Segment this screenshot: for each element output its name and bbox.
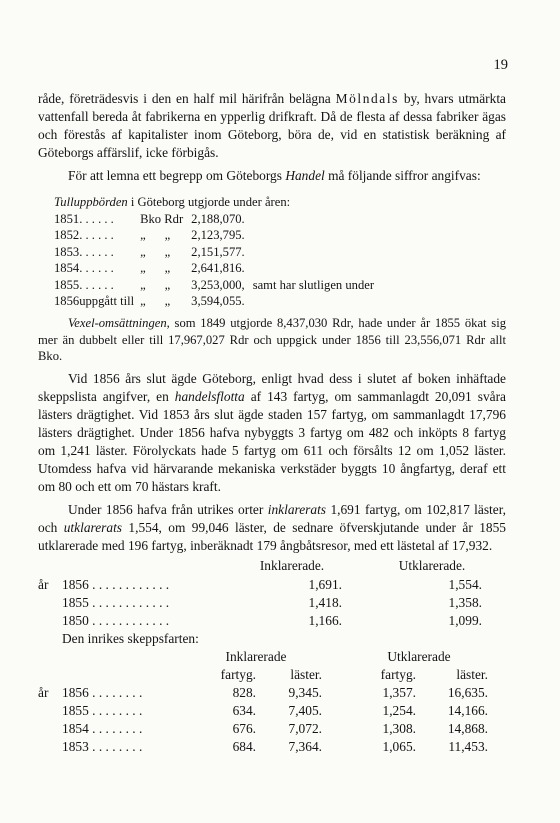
row-year: 1855 <box>62 594 89 610</box>
toll-leader: . . . . . . <box>79 261 114 276</box>
toll-note <box>245 293 374 309</box>
toll-note: samt har slutligen under <box>252 277 375 292</box>
year-cell <box>62 702 190 720</box>
toll-year: 1855 <box>54 277 80 292</box>
domestic-heading: Den inrikes skeppsfarten: <box>62 630 199 646</box>
domestic-row <box>38 684 488 702</box>
intro-text-rest: by, hvars utmärkta vattenfall bereda åt fabrikerna en ypperlig drifkraft. Då de flesta af dessa fabriker ägas och förestås af kapitalister inom Göteborg, böra de, vid en statistisk beräkning af Göteborgs affärslif, icke förbigås. <box>38 91 506 161</box>
toll-table <box>54 211 374 309</box>
out-ships: 1,308. <box>382 721 416 737</box>
toll-year: 1856 <box>54 293 80 308</box>
toll-row <box>54 260 374 276</box>
dot-leader: . . . . . . . . . . . . <box>88 576 170 592</box>
intro-paragraph <box>38 90 506 162</box>
in-laster: 7,072. <box>288 721 322 737</box>
dot-leader: . . . . . . . . <box>88 685 143 701</box>
toll-note <box>245 260 374 276</box>
toll-value: 3,594,055. <box>191 293 245 308</box>
in-ships: 684. <box>232 739 256 755</box>
row-prefix <box>38 594 62 612</box>
out-laster: 14,166. <box>447 703 488 719</box>
toll-leader: . . . . . . <box>79 228 114 243</box>
dot-leader: . . . . . . . . . . . . <box>88 594 170 610</box>
domestic-col-in: Inklarerade <box>225 648 287 664</box>
toll-row <box>54 227 374 243</box>
dot-leader: . . . . . . . . <box>88 703 143 719</box>
in-laster: 7,405. <box>288 703 322 719</box>
col-inklarerade: Inklarerade. <box>259 558 325 574</box>
domestic-col-out: Utklarerade <box>387 648 451 664</box>
toll-leader: . . . . . . <box>79 244 114 259</box>
foreign-table <box>38 557 482 629</box>
utklarerade-value: 1,554. <box>448 576 482 592</box>
row-year: 1850 <box>62 612 89 628</box>
out-ships: 1,357. <box>382 685 416 701</box>
year-cell <box>62 594 242 612</box>
out-ships: 1,065. <box>382 739 416 755</box>
domestic-row <box>38 702 488 720</box>
inklarerade-value: 1,166. <box>308 612 342 628</box>
row-prefix <box>38 612 62 630</box>
foreign-row <box>38 576 482 594</box>
dot-leader: . . . . . . . . . . . . <box>88 612 170 628</box>
out-ships: 1,254. <box>382 703 416 719</box>
handel-emphasis: Handel <box>285 168 325 184</box>
foreign-paragraph: Under 1856 hafva från utrikes orter inklarerats 1,691 fartyg, om 102,817 läster, och utklarerats 1,554, om 99,046 läster, de sednare öfverskjutande under år 1855 utklarerade med 196 fartyg, inberäknadt 179 ångbåtsresor, med ett lästetal af 17,932. <box>38 502 506 554</box>
toll-unit: Bko Rdr <box>140 211 184 226</box>
toll-value: 2,188,070. <box>191 211 245 226</box>
row-year: 1855 <box>62 703 89 719</box>
in-ships: 634. <box>232 703 256 719</box>
domestic-table <box>38 648 488 757</box>
toll-value: 2,151,577. <box>191 244 245 259</box>
toll-note <box>245 211 374 227</box>
toll-value: 2,641,816. <box>191 261 245 276</box>
utklarerade-value: 1,099. <box>448 612 482 628</box>
out-laster: 14,868. <box>447 721 488 737</box>
year-cell <box>62 684 190 702</box>
col-utklarerade: Utklarerade. <box>398 558 466 574</box>
toll-row <box>54 244 374 260</box>
toll-value: 2,123,795. <box>191 228 245 243</box>
row-year: 1854 <box>62 721 89 737</box>
toll-row <box>54 211 374 227</box>
toll-row <box>54 293 374 309</box>
toll-leader: uppgått till <box>79 293 135 308</box>
year-cell <box>62 612 242 630</box>
sub-fartyg: fartyg. <box>220 667 256 683</box>
dot-leader: . . . . . . . . <box>88 721 143 737</box>
foreign-row <box>38 594 482 612</box>
toll-note <box>245 227 374 243</box>
year-cell <box>62 738 190 756</box>
inklarerade-value: 1,418. <box>308 594 342 610</box>
toll-unit: „ „ <box>140 293 171 308</box>
row-year: 1853 <box>62 739 89 755</box>
in-laster: 9,345. <box>288 685 322 701</box>
domestic-row <box>38 720 488 738</box>
sub-laster: läster. <box>290 667 322 683</box>
toll-value: 3,253,000, <box>191 277 245 292</box>
handel-paragraph: För att lemna ett begrepp om Göteborgs Handel må följande siffror angifvas: <box>68 168 481 184</box>
toll-note <box>245 244 374 260</box>
in-ships: 676. <box>232 721 256 737</box>
sub-laster: läster. <box>456 667 488 683</box>
row-prefix: år <box>38 685 49 701</box>
page-body <box>38 90 506 757</box>
year-cell <box>62 576 242 594</box>
place-name: Mölndals <box>335 91 399 106</box>
toll-year: 1851 <box>54 211 80 226</box>
toll-unit: „ „ <box>140 244 171 259</box>
toll-year: 1853 <box>54 244 80 259</box>
sub-fartyg: fartyg. <box>380 667 416 683</box>
in-ships: 828. <box>232 685 256 701</box>
fleet-paragraph: Vid 1856 års slut ägde Göteborg, enligt hvad dess i slutet af boken inhäftade skeppslista angifver, en handelsflotta af 143 fartyg, om sammanlagdt 20,091 svåra lästers drägtighet. Vid 1853 års slut ägde staden 157 fartyg, om sammanlagdt 17,796 lästers drägtighet. Under 1856 hafva nybyggts 3 fartyg om 482 och inköpts 8 fartyg om 1,241 läster. Förolyckats hade 5 fartyg om 611 och försålts 12 om 1,052 läster. Utomdess hafva vid härvarande mekaniska verkstäder byggts 10 ångfartyg, deraf ett om 80 och ett om 70 hästars kraft. <box>38 370 506 495</box>
toll-leader: . . . . . . <box>79 277 114 292</box>
row-prefix <box>38 702 62 720</box>
in-laster: 7,364. <box>288 739 322 755</box>
utklarerade-value: 1,358. <box>448 594 482 610</box>
year-cell <box>62 720 190 738</box>
toll-heading: Tulluppbörden i Göteborg utgjorde under åren: <box>54 195 291 210</box>
page-number: 19 <box>493 57 508 73</box>
intro-text: råde, företrädesvis i den en half mil härifrån belägna <box>38 91 331 106</box>
out-laster: 16,635. <box>447 685 488 701</box>
toll-unit: „ „ <box>140 228 171 243</box>
row-year: 1856 <box>62 576 89 592</box>
toll-row <box>54 277 374 293</box>
toll-year: 1852 <box>54 228 80 243</box>
row-prefix <box>38 720 62 738</box>
out-laster: 11,453. <box>448 739 488 755</box>
row-prefix <box>38 738 62 756</box>
toll-unit: „ „ <box>140 277 171 292</box>
toll-year: 1854 <box>54 261 80 276</box>
toll-unit: „ „ <box>140 261 171 276</box>
row-year: 1856 <box>62 685 89 701</box>
domestic-row <box>38 738 488 756</box>
toll-leader: . . . . . . <box>79 211 114 226</box>
dot-leader: . . . . . . . . <box>88 739 143 755</box>
inklarerade-value: 1,691. <box>308 576 342 592</box>
foreign-row <box>38 612 482 630</box>
vexel-paragraph: Vexel-omsättningen, som 1849 utgjorde 8,437,030 Rdr, hade under år 1855 ökat sig mer än dubbelt eller till 17,967,027 Rdr och uppgick under 1856 till 23,556,071 Rdr allt Bko. <box>38 316 506 364</box>
row-prefix: år <box>38 576 49 592</box>
